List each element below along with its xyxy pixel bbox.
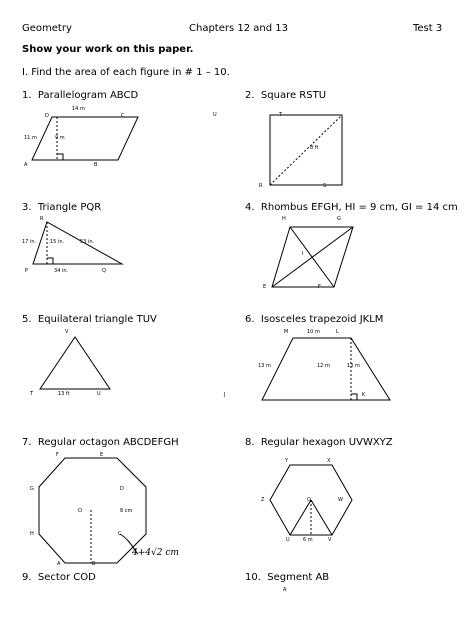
fig4-vertex-e: E [263, 284, 267, 290]
problem-9-title: 9. Sector COD [22, 572, 96, 583]
fig3-height-label: 15 in. [50, 239, 65, 245]
fig7-vertex-o: O [78, 508, 82, 514]
fig3-vertex-p: P [25, 268, 29, 274]
fig8-base-label: 6 m [303, 537, 313, 543]
fig6-vertex-m: M [284, 329, 289, 335]
fig5-vertex-t: T [30, 391, 34, 397]
fig6-vertex-k: K [362, 392, 366, 398]
problem-5-title: 5. Equilateral triangle TUV [22, 314, 157, 325]
problem-2-title: 2. Square RSTU [245, 90, 327, 101]
fig8-vertex-z: Z [261, 497, 265, 503]
header-chapters: Chapters 12 and 13 [189, 23, 288, 34]
fig3-vertex-q: Q [102, 268, 106, 274]
fig7-vertex-e: E [100, 452, 104, 458]
fig5-vertex-v: V [65, 329, 69, 335]
fig7-vertex-b: B [92, 561, 96, 567]
fig6-right-label: 13 m [347, 363, 360, 369]
section-heading: I. Find the area of each figure in # 1 – 10. [22, 67, 230, 78]
fig6-left-label: 13 m [258, 363, 271, 369]
square-diagonal [270, 115, 342, 185]
rhombus-diagonal-hf [290, 227, 334, 287]
fig8-vertex-u: U [286, 537, 290, 543]
fig7-vertex-d: D [120, 486, 124, 492]
fig1-vertex-b: B [94, 162, 98, 168]
fig3-right-label: 53 in. [80, 239, 95, 245]
hexagon-radius-ov [311, 500, 332, 535]
fig3-left-label: 17 in. [22, 239, 37, 245]
fig4-vertex-f: F [318, 284, 321, 290]
fig1-vertex-c: C [121, 113, 125, 119]
problem-3-title: 3. Triangle PQR [22, 202, 102, 213]
header-subject: Geometry [22, 23, 72, 34]
fig2-vertex-u: U [213, 112, 217, 118]
fig8-vertex-o: O [307, 497, 311, 503]
instruction: Show your work on this paper. [22, 44, 194, 55]
trapezoid-right-angle [351, 394, 357, 400]
fig2-diag-label: 8 ft [310, 145, 319, 151]
fig7-apothem-label: 8 cm [120, 508, 133, 514]
fig6-top-label: 10 m [307, 329, 320, 335]
fig2-vertex-s: S [323, 183, 327, 189]
fig7-side-expression: 4+4√2 cm [132, 548, 179, 558]
fig6-vertex-j: J [224, 392, 226, 398]
fig8-vertex-x: X [327, 458, 331, 464]
problem-6-title: 6. Isosceles trapezoid JKLM [245, 314, 384, 325]
triangle-pqr-right-angle [47, 258, 53, 264]
fig1-top-label: 14 m [72, 106, 85, 112]
fig1-vertex-d: D [45, 113, 49, 119]
problem-8-title: 8. Regular hexagon UVWXYZ [245, 437, 393, 448]
fig7-vertex-g: G [30, 486, 34, 492]
triangle-pqr [33, 222, 122, 264]
fig5-vertex-u: U [97, 391, 101, 397]
fig5-side-label: 13 ft [58, 391, 70, 397]
header-test: Test 3 [413, 23, 443, 34]
fig10-vertex-a: A [283, 587, 287, 593]
problem-4-title: 4. Rhombus EFGH, HI = 9 cm, GI = 14 cm [245, 202, 458, 213]
parallelogram-right-angle [57, 154, 63, 160]
fig6-vertex-l: L [336, 329, 339, 335]
fig2-vertex-r: R [259, 183, 263, 189]
hexagon-radius-ou [290, 500, 311, 535]
fig7-vertex-f: F [56, 452, 59, 458]
problem-7-title: 7. Regular octagon ABCDEFGH [22, 437, 179, 448]
fig4-vertex-h: H [282, 216, 286, 222]
fig1-vertex-a: A [24, 162, 28, 168]
problem-1-title: 1. Parallelogram ABCD [22, 90, 139, 101]
problem-10-title: 10. Segment AB [245, 572, 330, 583]
fig3-base-label: 34 in. [54, 268, 69, 274]
fig7-vertex-h: H [30, 531, 34, 537]
trapezoid-jklm [262, 338, 390, 400]
fig8-vertex-y: Y [285, 458, 289, 464]
fig4-vertex-g: G [337, 216, 341, 222]
parallelogram-abcd [32, 117, 138, 160]
fig1-height-label: 9 m [55, 135, 65, 141]
fig3-vertex-r: R [40, 216, 44, 222]
triangle-tuv [40, 337, 110, 389]
fig8-vertex-v: V [328, 537, 332, 543]
fig7-vertex-a: A [57, 561, 61, 567]
fig2-vertex-t: T [279, 112, 283, 118]
fig1-side-label: 11 m [24, 135, 37, 141]
fig4-vertex-i: I [302, 251, 304, 257]
fig6-mid-label: 12 m [317, 363, 330, 369]
fig7-vertex-c: C [118, 531, 122, 537]
fig8-vertex-w: W [338, 497, 343, 503]
